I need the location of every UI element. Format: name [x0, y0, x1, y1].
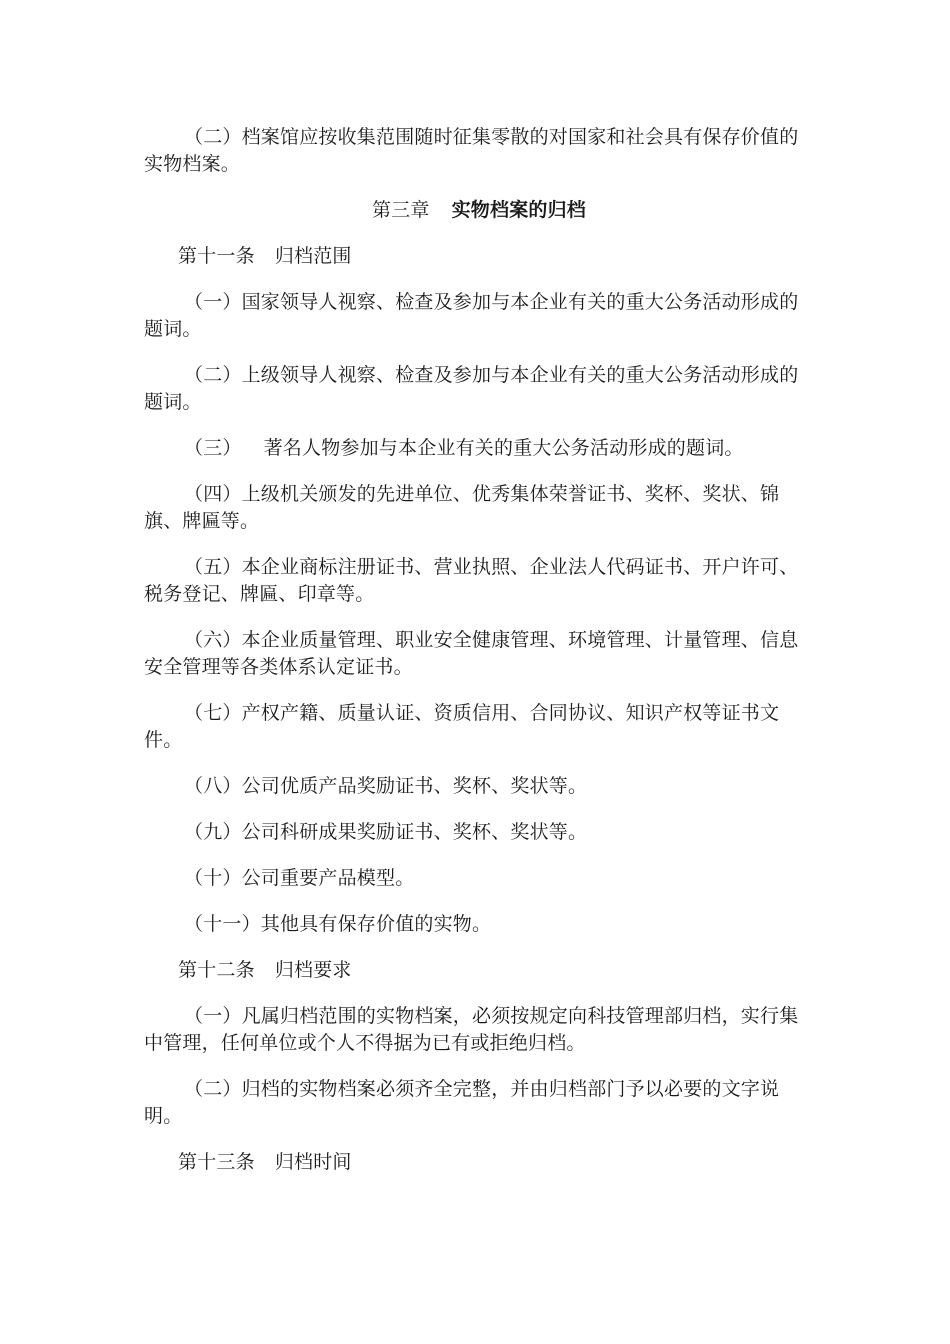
document-body: [144, 124, 814, 1195]
item-marker: （三）: [184, 437, 242, 459]
chapter-title: 实物档案的归档: [451, 199, 586, 221]
list-item: （八）公司优质产品奖励证书、奖杯、奖状等。: [184, 775, 588, 797]
article-11-heading: [144, 243, 814, 270]
chapter-heading: [144, 197, 814, 224]
list-item: （六）本企业质量管理、职业安全健康管理、环境管理、计量管理、信息安全管理等各类体系认定证书。: [144, 629, 799, 678]
list-item: （七）产权产籍、质量认证、资质信用、合同协议、知识产权等证书文件。: [144, 702, 780, 751]
article-number: 第十三条: [178, 1151, 255, 1173]
article-title: 归档时间: [274, 1151, 352, 1173]
list-item: （四）上级机关颁发的先进单位、优秀集体荣誉证书、奖杯、奖状、锦旗、牌匾等。: [144, 483, 780, 532]
list-item: （一）凡属归档范围的实物档案，必须按规定向科技管理部归档，实行集中管理，任何单位或个人不得据为已有或拒绝归档。: [144, 1005, 799, 1054]
list-item: （二）归档的实物档案必须齐全完整，并由归档部门予以必要的文字说明。: [144, 1078, 780, 1127]
article-title: 归档要求: [274, 959, 352, 981]
chapter-number: 第三章: [371, 199, 430, 221]
article-13-heading: [144, 1149, 814, 1176]
paragraph-archive-collection: （二）档案馆应按收集范围随时征集零散的对国家和社会具有保存价值的实物档案。: [144, 126, 799, 175]
item-text: 著名人物参加与本企业有关的重大公务活动形成的题词。: [263, 437, 744, 459]
list-item: [144, 435, 814, 462]
list-item: （一）国家领导人视察、检查及参加与本企业有关的重大公务活动形成的题词。: [144, 291, 799, 340]
article-number: 第十二条: [178, 959, 255, 981]
article-12-heading: [144, 957, 814, 984]
list-item: （十）公司重要产品模型。: [184, 867, 415, 889]
article-title: 归档范围: [274, 245, 352, 267]
article-number: 第十一条: [178, 245, 255, 267]
list-item: （二）上级领导人视察、检查及参加与本企业有关的重大公务活动形成的题词。: [144, 364, 799, 413]
list-item: （五）本企业商标注册证书、营业执照、企业法人代码证书、开户许可、税务登记、牌匾、印章等。: [144, 556, 799, 605]
list-item: （十一）其他具有保存价值的实物。: [184, 913, 492, 935]
list-item: （九）公司科研成果奖励证书、奖杯、奖状等。: [184, 821, 588, 843]
